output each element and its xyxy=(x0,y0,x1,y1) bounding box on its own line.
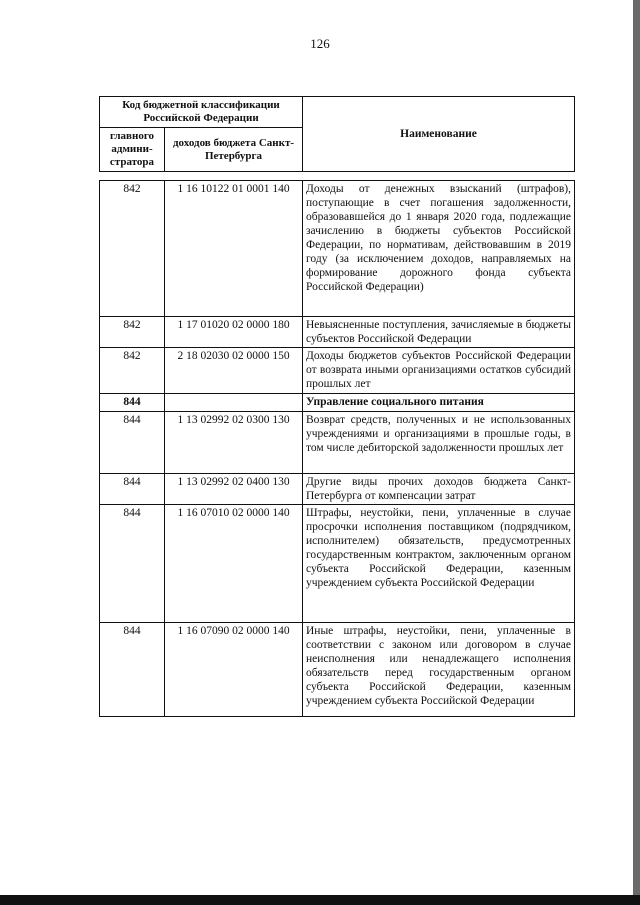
header-name: Наименование xyxy=(303,97,575,172)
admin-code: 844 xyxy=(100,412,165,474)
income-code: 1 16 07010 02 0000 140 xyxy=(165,505,303,623)
income-code: 1 16 07090 02 0000 140 xyxy=(165,623,303,717)
scan-edge xyxy=(633,0,640,905)
row-name: Иные штрафы, неустойки, пени, уплаченные в соответствии с законом или договором в случае неисполнения или ненадлежащего исполнения обязательств перед государственным органом субъекта Российской Федерации, казенным учреждением субъекта Российской Федерации xyxy=(303,623,575,717)
income-code: 1 17 01020 02 0000 180 xyxy=(165,317,303,348)
header-income: доходов бюджета Санкт-Петербурга xyxy=(165,128,303,172)
row-name: Доходы бюджетов субъектов Российской Федерации от возврата иными организациями остатков субсидий прошлых лет xyxy=(303,348,575,394)
row-name: Штрафы, неустойки, пени, уплаченные в случае просрочки исполнения поставщиком (подрядчиком, исполнителем) обязательств, предусмотренных государственным контрактом, заключенным органом субъекта Российской Федерации, казенным учреждением субъекта Российской Федерации xyxy=(303,505,575,623)
table-row xyxy=(100,474,575,505)
admin-code: 844 xyxy=(100,505,165,623)
admin-code: 842 xyxy=(100,181,165,317)
header-admin: главного админи-стратора xyxy=(100,128,165,172)
admin-code: 844 xyxy=(100,474,165,505)
table-row xyxy=(100,623,575,717)
table-row xyxy=(100,317,575,348)
row-name: Доходы от денежных взысканий (штрафов), поступающие в счет погашения задолженности, образовавшейся до 1 января 2020 года, подлежащие зачислению в бюджеты субъектов Российской Федерации, по нормативам, действовавшим в 2019 году (за исключением доходов, направляемых на формирование дорожного фонда субъекта Российской Федерации) xyxy=(303,181,575,317)
income-code xyxy=(165,394,303,412)
admin-code: 842 xyxy=(100,348,165,394)
row-name: Невыясненные поступления, зачисляемые в бюджеты субъектов Российской Федерации xyxy=(303,317,575,348)
admin-code: 842 xyxy=(100,317,165,348)
data-table xyxy=(99,180,575,717)
income-code: 1 13 02992 02 0400 130 xyxy=(165,474,303,505)
page-number: 126 xyxy=(310,36,330,51)
table-row xyxy=(100,412,575,474)
section-row xyxy=(100,394,575,412)
row-name: Другие виды прочих доходов бюджета Санкт-Петербурга от компенсации затрат xyxy=(303,474,575,505)
income-code: 1 16 10122 01 0001 140 xyxy=(165,181,303,317)
admin-code: 844 xyxy=(100,394,165,412)
row-name: Возврат средств, полученных и не использованных учреждениями и организациями в прошлые годы, в том числе дебиторской задолженности прошлых лет xyxy=(303,412,575,474)
table-row xyxy=(100,505,575,623)
income-code: 2 18 02030 02 0000 150 xyxy=(165,348,303,394)
header-code-group: Код бюджетной классификации Российской Федерации xyxy=(100,97,303,128)
table-header xyxy=(99,96,575,172)
income-code: 1 13 02992 02 0300 130 xyxy=(165,412,303,474)
table-row xyxy=(100,348,575,394)
admin-code: 844 xyxy=(100,623,165,717)
table-row xyxy=(100,181,575,317)
scan-bottom-edge xyxy=(0,895,640,905)
section-title: Управление социального питания xyxy=(303,394,575,412)
